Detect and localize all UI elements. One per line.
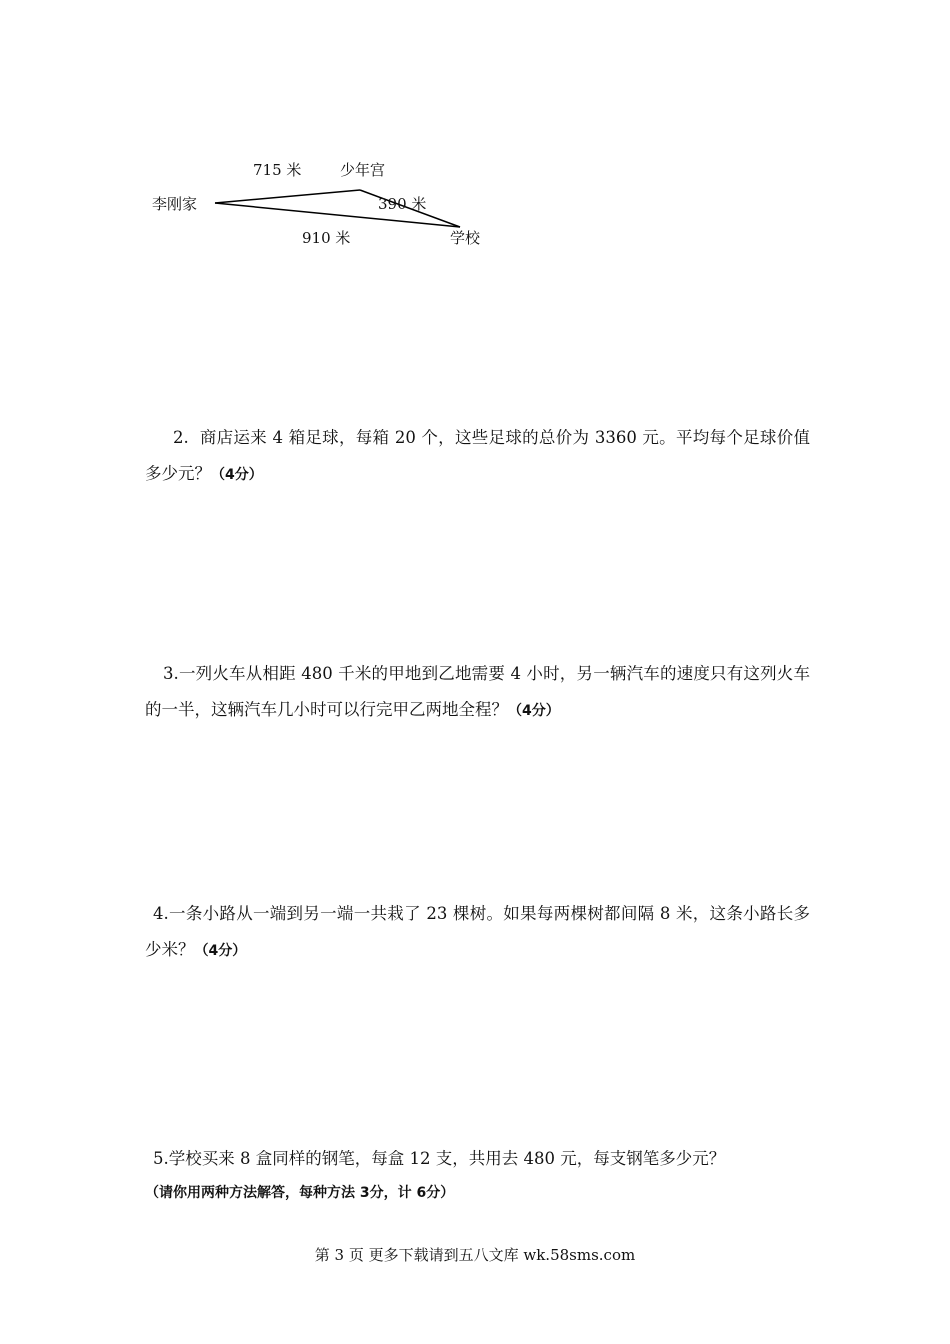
question-text: 商店运来 4 箱足球，每箱 20 个，这些足球的总价为 3360 元。平均每个足球价值多少元？	[145, 428, 810, 483]
question-3	[145, 656, 810, 729]
question-number: 2.	[173, 428, 189, 447]
question-text: 学校买来 8 盒同样的钢笔，每盒 12 支，共用去 480 元，每支钢笔多少元？	[168, 1149, 726, 1168]
label-distance-home-palace: 715 米	[253, 161, 302, 179]
question-text: 一列火车从相距 480 千米的甲地到乙地需要 4 小时，另一辆汽车的速度只有这列火车的一半，这辆汽车几小时可以行完甲乙两地全程？	[145, 664, 810, 719]
label-distance-home-school: 910 米	[302, 229, 351, 247]
label-school: 学校	[450, 229, 481, 247]
question-text: 一条小路从一端到另一端一共栽了 23 棵树。如果每两棵树都间隔 8 米，这条小路长多少米？	[145, 904, 810, 959]
question-number: 3.	[163, 664, 179, 683]
label-distance-palace-school: 390 米	[378, 195, 427, 213]
question-4	[145, 896, 810, 969]
edge-home-palace	[215, 190, 360, 203]
question-5	[145, 1141, 810, 1177]
question-5-instruction: （请你用两种方法解答，每种方法 3分，计 6分）	[145, 1185, 455, 1201]
page-footer: 第 3 页 更多下载请到五八文库 wk.58sms.com	[314, 1246, 636, 1264]
question-2	[145, 420, 810, 493]
label-youth-palace: 少年宫	[340, 161, 386, 179]
question-score: （4分）	[194, 943, 247, 959]
question-score: （4分）	[211, 467, 263, 483]
label-home: 李刚家	[152, 195, 198, 213]
question-number: 5.	[153, 1149, 169, 1168]
question-number: 4.	[153, 904, 169, 923]
distance-diagram	[0, 0, 950, 300]
triangle-figure	[0, 0, 950, 300]
question-score: （4分）	[508, 703, 560, 719]
